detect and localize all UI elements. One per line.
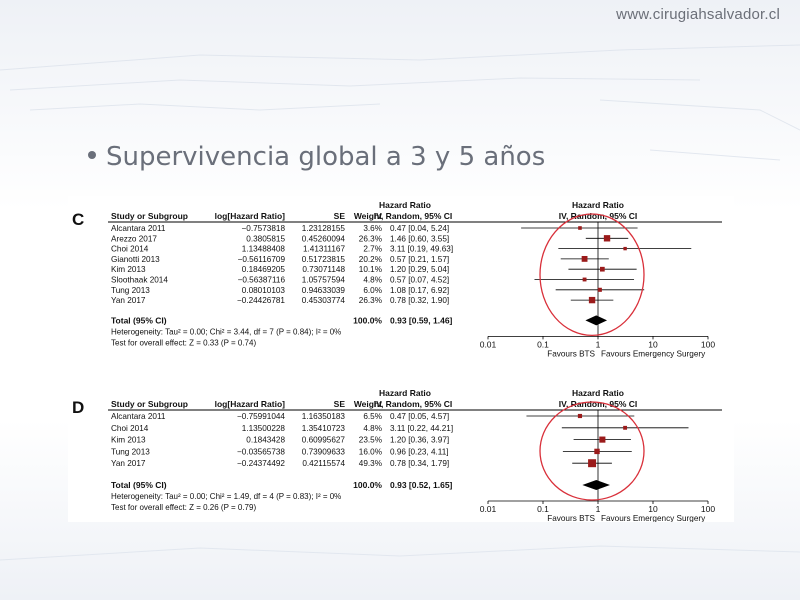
plot-header-hazard-ratio: Hazard Ratio (572, 200, 624, 210)
study-effect-marker (589, 297, 595, 303)
col-header-hazard-ratio: Hazard Ratio (379, 200, 431, 210)
x-tick-label: 1 (595, 339, 601, 350)
slide-bullet (88, 142, 545, 172)
x-tick-label: 10 (648, 339, 658, 350)
study-se: 0.73071148 (302, 265, 345, 275)
x-tick-label: 0.01 (479, 339, 497, 350)
study-effect-marker (578, 226, 582, 230)
plot-header-ci: IV, Random, 95% CI (558, 211, 638, 221)
study-effect-marker (623, 247, 626, 250)
study-name: Tung 2013 (111, 447, 150, 457)
study-effect-marker (582, 256, 588, 262)
study-weight: 26.3% (358, 234, 382, 244)
col-header-loghr: log[Hazard Ratio] (214, 211, 285, 221)
x-tick-label: 0.1 (537, 504, 549, 514)
study-ci: 3.11 [0.19, 49.63] (390, 244, 454, 254)
study-weight: 6.0% (363, 285, 382, 295)
study-name: Gianotti 2013 (111, 254, 160, 264)
total-label: Total (95% CI) (111, 480, 167, 490)
study-loghr: −0.7573818 (241, 224, 285, 233)
total-ci: 0.93 [0.59, 1.46] (390, 315, 453, 326)
study-loghr: 0.08010103 (241, 285, 285, 295)
study-effect-marker (598, 288, 602, 292)
col-header-ci: IV, Random, 95% CI (373, 399, 453, 409)
study-ci: 1.08 [0.17, 6.92] (390, 285, 450, 295)
overall-effect-text: Test for overall effect: Z = 0.26 (P = 0.79) (111, 503, 257, 512)
study-ci: 0.78 [0.32, 1.90] (390, 296, 450, 306)
forest-panel-c (72, 200, 722, 358)
website-url: www.cirugiahsalvador.cl (616, 6, 780, 23)
study-name: Yan 2017 (111, 296, 146, 306)
study-ci: 3.11 [0.22, 44.21] (390, 423, 454, 433)
study-loghr: −0.03565738 (236, 447, 285, 457)
study-se: 0.73909633 (301, 447, 345, 457)
heterogeneity-text: Heterogeneity: Tau² = 0.00; Chi² = 1.49, df = 4 (P = 0.83); I² = 0% (111, 492, 342, 501)
study-ci: 1.20 [0.36, 3.97] (390, 435, 450, 445)
pooled-effect-diamond (582, 480, 610, 490)
study-weight: 26.3% (358, 296, 382, 306)
panel-label: D (72, 398, 85, 417)
study-se: 1.16350183 (301, 412, 345, 421)
forest-plot-figure (68, 196, 734, 522)
study-weight: 23.5% (358, 435, 382, 445)
study-name: Kim 2013 (111, 265, 146, 275)
col-header-weight: Weight (353, 399, 382, 409)
x-tick-label: 1 (595, 504, 601, 514)
study-weight: 6.5% (363, 412, 382, 421)
study-name: Alcantara 2011 (111, 224, 166, 233)
study-loghr: −0.75991044 (236, 412, 285, 421)
study-loghr: 0.18469205 (241, 265, 285, 275)
col-header-hazard-ratio: Hazard Ratio (379, 388, 431, 398)
study-weight: 10.1% (358, 265, 382, 275)
col-header-se: SE (333, 399, 345, 409)
study-name: Alcantara 2011 (111, 412, 166, 421)
col-header-weight: Weight (353, 211, 382, 221)
study-name: Sloothaak 2014 (111, 275, 168, 285)
bullet-text: Supervivencia global a 3 y 5 años (106, 142, 546, 172)
x-tick-label: 100 (700, 339, 716, 350)
study-se: 0.45260094 (301, 234, 345, 244)
study-loghr: −0.56387116 (237, 275, 285, 285)
total-weight: 100.0% (353, 480, 382, 490)
study-effect-marker (583, 278, 587, 282)
plot-header-ci: IV, Random, 95% CI (558, 399, 638, 409)
study-name: Choi 2014 (111, 244, 149, 254)
plot-header-hazard-ratio: Hazard Ratio (572, 388, 624, 398)
study-effect-marker (600, 267, 605, 272)
study-weight: 49.3% (358, 459, 382, 469)
highlight-ellipse (540, 214, 644, 335)
study-name: Yan 2017 (111, 459, 146, 469)
study-loghr: −0.24426781 (236, 296, 285, 306)
study-name: Kim 2013 (111, 435, 146, 445)
study-loghr: 1.13488408 (241, 244, 285, 254)
study-se: 0.45303774 (301, 296, 345, 306)
study-ci: 0.57 [0.21, 1.57] (390, 254, 450, 264)
total-label: Total (95% CI) (111, 315, 167, 326)
study-name: Tung 2013 (111, 285, 150, 295)
study-weight: 2.7% (363, 244, 382, 254)
study-name: Arezzo 2017 (111, 234, 157, 244)
study-se: 1.23128155 (301, 224, 345, 233)
col-header-study: Study or Subgroup (111, 211, 188, 221)
total-weight: 100.0% (353, 315, 382, 326)
col-header-loghr: log[Hazard Ratio] (214, 399, 285, 409)
study-se: 0.42115574 (302, 459, 345, 469)
study-loghr: −0.56116709 (237, 254, 285, 264)
study-ci: 0.47 [0.04, 5.24] (390, 224, 450, 233)
overall-effect-text: Test for overall effect: Z = 0.33 (P = 0.74) (111, 338, 257, 348)
study-ci: 0.78 [0.34, 1.79] (390, 459, 450, 469)
study-name: Choi 2014 (111, 423, 149, 433)
study-weight: 16.0% (358, 447, 382, 457)
x-tick-label: 0.1 (537, 339, 549, 350)
study-se: 1.05757594 (301, 275, 345, 285)
study-se: 0.94633039 (301, 285, 345, 295)
forest-panel-d (72, 388, 722, 522)
study-effect-marker (588, 459, 596, 467)
study-effect-marker (578, 414, 582, 418)
study-effect-marker (599, 437, 605, 443)
study-loghr: 0.1843428 (246, 435, 285, 445)
col-header-ci: IV, Random, 95% CI (373, 211, 453, 221)
study-weight: 4.8% (363, 423, 382, 433)
study-se: 0.60995627 (301, 435, 345, 445)
study-se: 0.51723815 (301, 254, 345, 264)
forest-plot-svg (68, 196, 734, 522)
study-loghr: 0.3805815 (246, 234, 285, 244)
panel-label: C (72, 210, 85, 229)
study-effect-marker (594, 449, 599, 454)
study-weight: 20.2% (358, 254, 382, 264)
x-tick-label: 0.01 (479, 504, 497, 514)
study-loghr: −0.24374492 (236, 459, 285, 469)
study-loghr: 1.13500228 (241, 423, 285, 433)
x-tick-label: 100 (700, 504, 716, 514)
pooled-effect-diamond (585, 315, 607, 325)
study-ci: 0.57 [0.07, 4.52] (390, 275, 450, 285)
bullet-dot-icon (88, 151, 96, 159)
total-ci: 0.93 [0.52, 1.65] (390, 480, 453, 490)
study-ci: 1.20 [0.29, 5.04] (390, 265, 450, 275)
col-header-se: SE (333, 211, 345, 221)
study-weight: 3.6% (363, 224, 382, 233)
col-header-study: Study or Subgroup (111, 399, 188, 409)
x-tick-label: 10 (648, 504, 658, 514)
study-weight: 4.8% (363, 275, 382, 285)
study-ci: 0.96 [0.23, 4.11] (390, 447, 449, 457)
favours-left-label: Favours BTS (547, 349, 595, 359)
study-se: 1.41311167 (302, 244, 345, 254)
heterogeneity-text: Heterogeneity: Tau² = 0.00; Chi² = 3.44, df = 7 (P = 0.84); I² = 0% (111, 327, 342, 337)
study-effect-marker (623, 426, 627, 430)
study-ci: 0.47 [0.05, 4.57] (390, 412, 450, 421)
favours-left-label: Favours BTS (547, 514, 595, 522)
study-ci: 1.46 [0.60, 3.55] (390, 234, 450, 244)
study-effect-marker (604, 235, 610, 241)
favours-right-label: Favours Emergency Surgery (601, 349, 706, 359)
study-se: 1.35410723 (301, 423, 345, 433)
favours-right-label: Favours Emergency Surgery (601, 514, 706, 522)
